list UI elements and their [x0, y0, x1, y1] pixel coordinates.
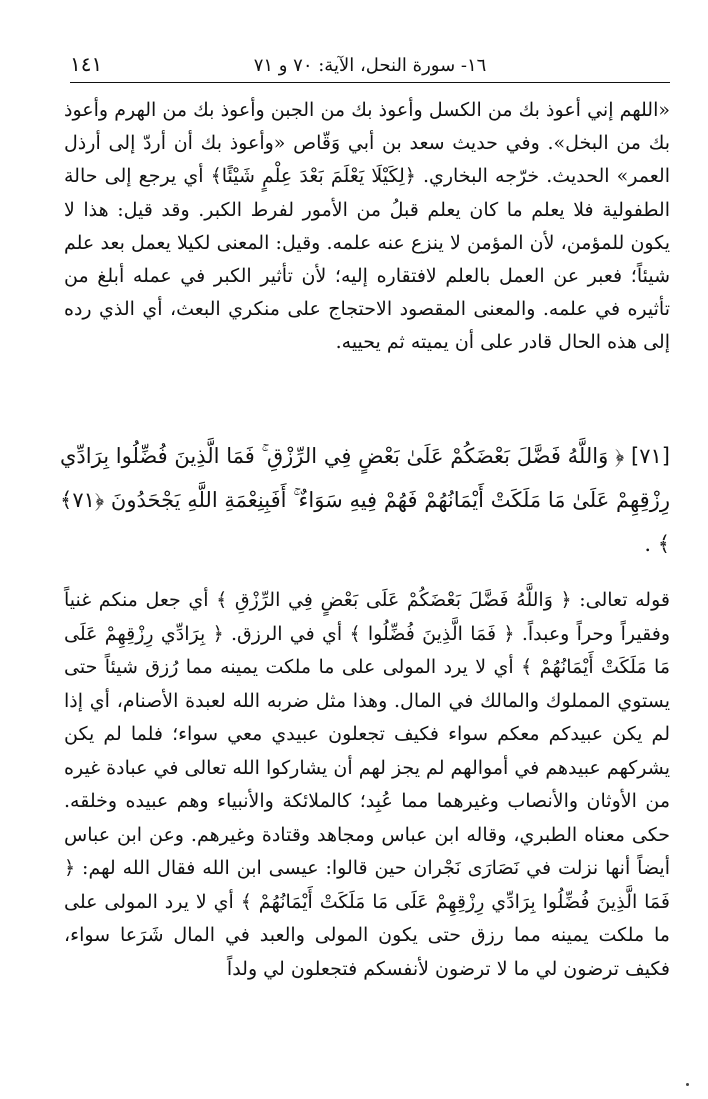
scan-speck: [686, 1083, 689, 1086]
commentary-block-top: [64, 94, 670, 360]
verse-number: [٧١]: [631, 444, 670, 468]
verse-line: [60, 434, 670, 566]
verse-block: [60, 434, 670, 566]
commentary-block-main: [64, 584, 670, 986]
paragraph-1: «اللهم إني أعوذ بك من الكسل وأعوذ بك من الجبن وأعوذ بك من الهرم وأعوذ بك من البخل». وفي حديث سعد بن أبي وَقّاص «وأعوذ بك أن أردّ إلى أرذل العمر» الحديث. خرّجه البخاري. ﴿لِكَيْلَا يَعْلَمَ بَعْدَ عِلْمٍ شَيْئًا﴾ أي يرجع إلى حالة الطفولية فلا يعلم ما كان يعلم قبلُ من الأمور لفرط الكبر. وقد قيل: هذا لا يكون للمؤمن، لأن المؤمن لا ينزع عنه علمه. وقيل: المعنى لكيلا يعمل بعد علم شيئاً؛ فعبر عن العمل بالعلم لافتقاره إليه؛ لأن تأثير الكبر في عمله أبلغ من تأثيره في علمه. والمعنى المقصود الاحتجاج على منكري البعث، أي الذي رده إلى هذه الحال قادر على أن يميته ثم يحييه.: [64, 99, 670, 354]
running-title: ١٦- سورة النحل، الآية: ٧٠ و ٧١: [253, 55, 487, 76]
paragraph-2: قوله تعالى: ﴿ وَاللَّهُ فَضَّلَ بَعْضَكُمْ عَلَى بَعْضٍ فِي الرِّزْقِ ﴾ أي جعل منكم غنياً وفقيراً وحراً وعبداً. ﴿ فَمَا الَّذِينَ فُضِّلُوا ﴾ أي في الرزق. ﴿ بِرَادِّي رِزْقِهِمْ عَلَى مَا مَلَكَتْ أَيْمَانُهُمْ ﴾ أي لا يرد المولى على ما ملكت يمينه مما رُزق شيئاً حتى يستوي المملوك والمالك في المال. وهذا مثل ضربه الله لعبدة الأصنام، أي إذا لم يكن عبيدكم معكم سواء فكيف تجعلون عبيدي معي سواء؛ فلما لم يكن يشركهم عبيدهم في أموالهم لم يجز لهم أن يشاركوا الله تعالى في عبادة غيره من الأوثان والأنصاب وغيرهما مما عُبِد؛ كالملائكة والأنبياء وهم عبيده وخلقه. حكى معناه الطبري، وقاله ابن عباس ومجاهد وقتادة وغيرهم. وعن ابن عباس أيضاً أنها نزلت في نَصَارَى نَجْران حين قالوا: عيسى ابن الله فقال الله لهم: ﴿ فَمَا الَّذِينَ فُضِّلُوا بِرَادِّي رِزْقِهِمْ عَلَى مَا مَلَكَتْ أَيْمَانُهُمْ ﴾ أي لا يرد المولى على ما ملكت يمينه مما رزق حتى يكون المولى والعبد في المال شَرَعا سواء، فكيف ترضون لي ما لا ترضون لأنفسكم فتجعلون لي ولداً: [64, 589, 670, 980]
verse-text: ﴿ وَاللَّهُ فَضَّلَ بَعْضَكُمْ عَلَىٰ بَعْضٍ فِي الرِّزْقِ ۚ فَمَا الَّذِينَ فُضِّلُوا بِرَادِّي رِزْقِهِمْ عَلَىٰ مَا مَلَكَتْ أَيْمَانُهُمْ فَهُمْ فِيهِ سَوَاءٌ ۚ أَفَبِنِعْمَةِ اللَّهِ يَجْحَدُونَ ﴿٧١﴾ ﴾ .: [60, 444, 670, 556]
page-number: ١٤١: [70, 52, 103, 76]
page-header: [70, 46, 670, 83]
